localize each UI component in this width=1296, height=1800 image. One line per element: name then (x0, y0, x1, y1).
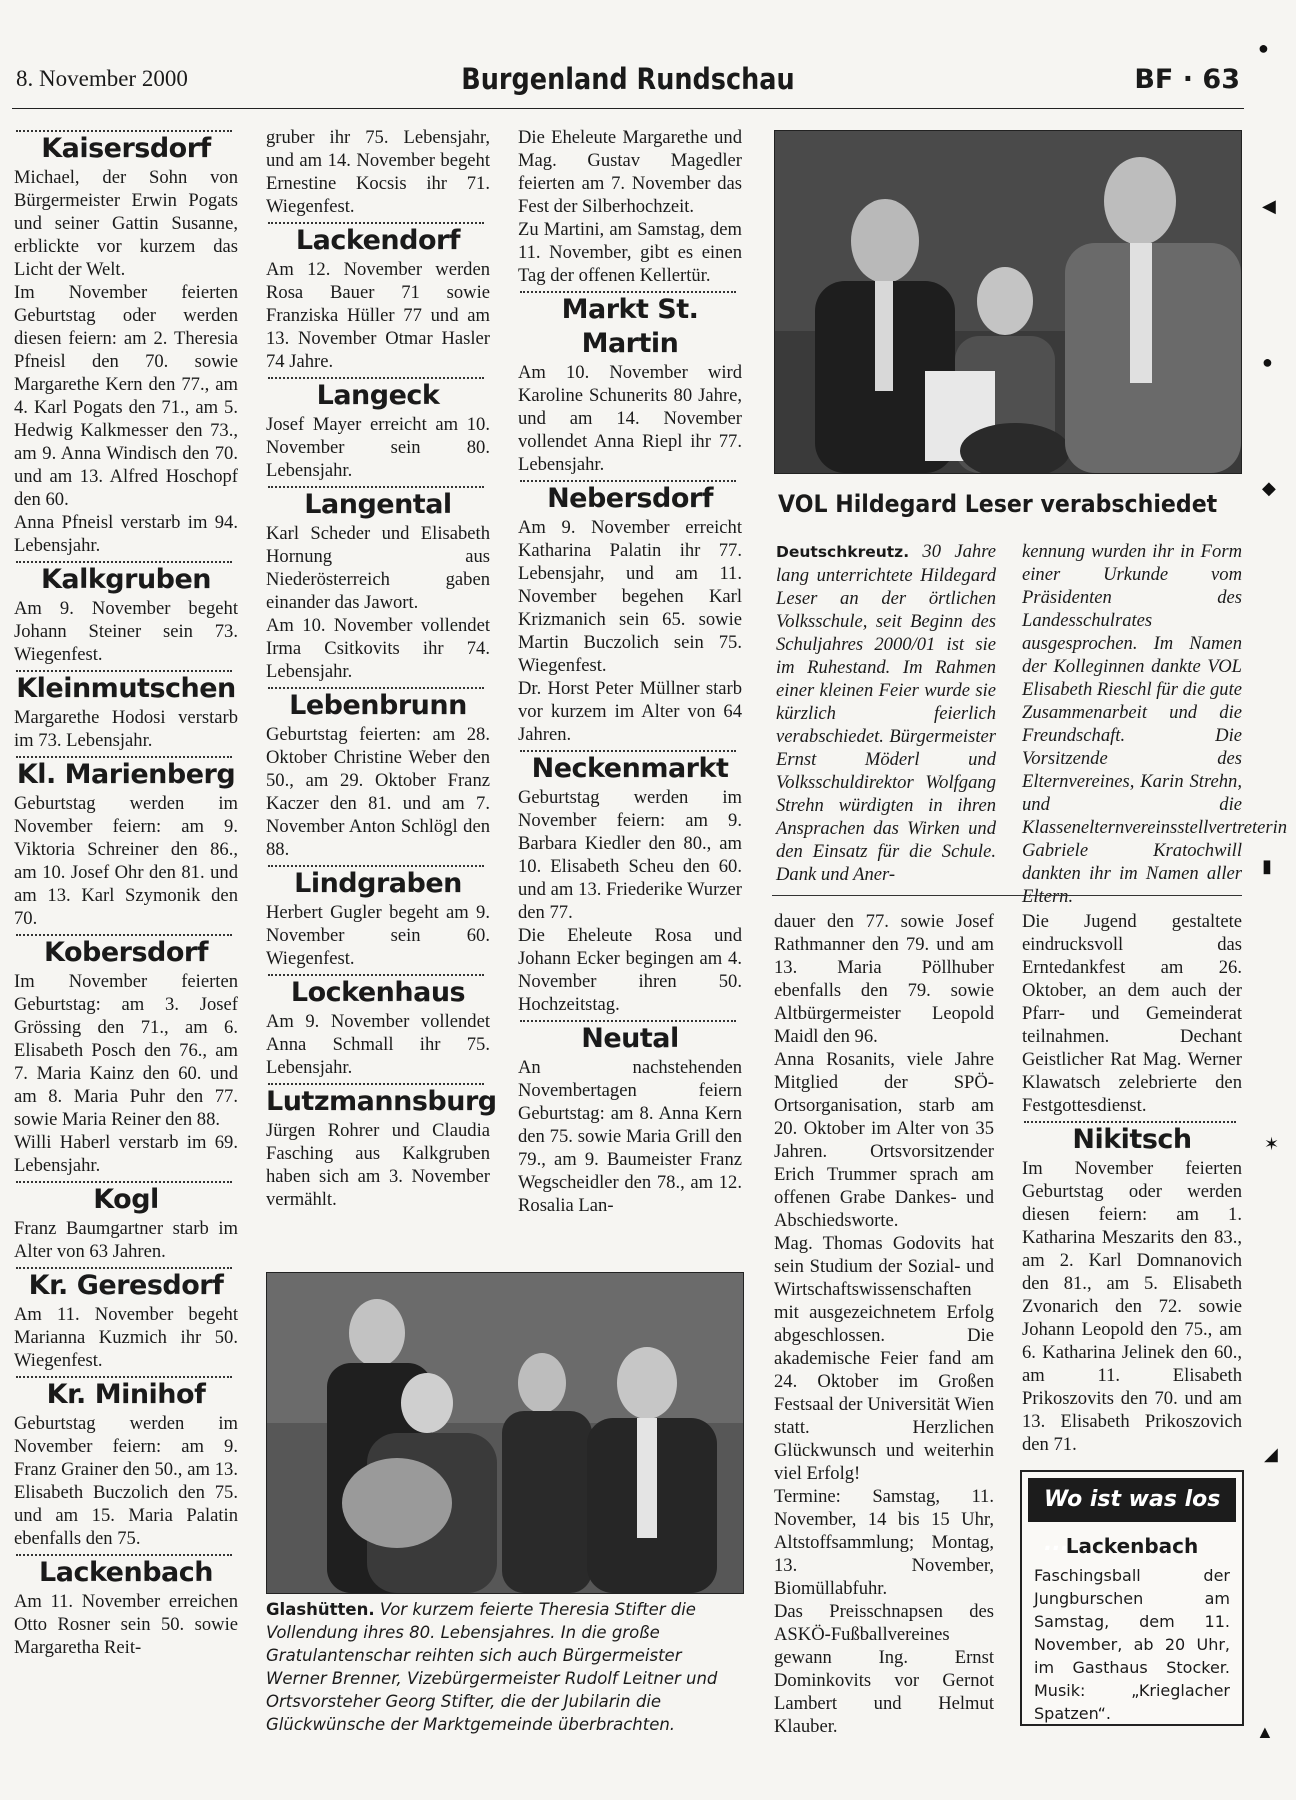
scan-mark-icon: ● (1262, 352, 1273, 372)
section-heading: Lackendorf (295, 225, 461, 256)
article-text: An nachstehenden Novembertagen feiern Geburtstag: am 8. Anna Kern den 75. sowie Maria Grill den 79., am 9. Baumeister Franz Wegscheidler den 78., am 12. Rosalia Lan- (518, 1057, 742, 1216)
event-box-heading: Lackenbach (1065, 1534, 1199, 1558)
section-heading: Lutzmannsburg (266, 1086, 497, 1117)
section-heading: Kleinmutschen (16, 673, 236, 704)
section-heading: Kobersdorf (44, 937, 208, 968)
horizontal-rule (772, 895, 1242, 896)
event-box (1020, 1470, 1244, 1726)
issue-date: 8. November 2000 (16, 66, 188, 91)
section-heading: Neutal (581, 1023, 679, 1054)
article-text: Herbert Gugler begeht am 9. November sein 60. Wiegenfest. (266, 902, 490, 969)
article-text: Am 11. November begeht Marianna Kuzmich ihr 50. Wiegenfest. (14, 1304, 238, 1371)
article-text: Anna Pfneisl verstarb im 94. Lebensjahr. (14, 512, 238, 556)
section-heading: Kr. Minihof (46, 1379, 206, 1410)
photo-caption (266, 1598, 746, 1736)
article-text: Geburtstag feierten: am 28. Oktober Christine Weber den 50., am 29. Oktober Franz Kaczer den 81. und am 7. November Anton Schlögl den 88. (266, 724, 490, 860)
scan-mark-icon: ● (1258, 38, 1269, 58)
event-box-title: Wo ist was los ... (1028, 1478, 1236, 1522)
article-text: Franz Baumgartner starb im Alter von 63 Jahren. (14, 1218, 238, 1262)
scan-mark-icon: ▲ (1256, 1722, 1274, 1742)
column-2 (266, 126, 497, 1211)
section-heading: Kogl (93, 1184, 159, 1215)
article-text: Josef Mayer erreicht am 10. November sein 80. Lebensjahr. (266, 414, 490, 481)
article-text: Am 10. November vollendet Irma Csitkovits ihr 74. Lebensjahr. (266, 615, 490, 682)
article-text: Dr. Horst Peter Müllner starb vor kurzem im Alter von 64 Jahren. (518, 678, 742, 745)
feature-body: kennung wurden ihr in Form einer Urkunde vom Präsidenten des Landesschulrates ausgesprochen. Im Namen der Kolleginnen dankte VOL Elisabeth Rieschl für die gute Zusammenarbeit und die Freundschaft. Die Vorsitzende des Elternvereines, Karin Strehn, und die Klassenelternvereinsstellvertreterin Gabriele Kratochwill dankten ihr im Namen aller Eltern. (1022, 541, 1288, 907)
article-text: Am 11. November erreichen Otto Rosner sein 50. sowie Margaretha Reit- (14, 1591, 238, 1658)
section-heading: Kalkgruben (40, 564, 212, 595)
section-heading: Nebersdorf (547, 483, 713, 514)
section-heading: Kaisersdorf (41, 133, 211, 164)
section-heading: Kr. Geresdorf (28, 1270, 224, 1301)
caption-place: Glashütten. (266, 1600, 375, 1619)
article-text: Geburtstag werden im November feiern: am 9. Viktoria Schreiner den 86., am 10. Josef Ohr den 81. und am 13. Karl Szymonik den 70. (14, 793, 238, 929)
photo-figures (775, 131, 1241, 473)
masthead (12, 58, 1244, 109)
article-text: Margarethe Hodosi verstarb im 73. Lebensjahr. (14, 707, 238, 751)
section-heading: Lackenbach (39, 1557, 213, 1588)
article-text: Am 10. November wird Karoline Schunerits 80 Jahre, und am 14. November vollendet Anna Riepl ihr 77. Lebensjahr. (518, 362, 742, 475)
feature-text-right (1022, 540, 1288, 908)
scan-mark-icon: ▮ (1262, 856, 1272, 876)
scan-mark-icon: ✶ (1264, 1134, 1280, 1154)
section-heading: Markt St. Martin (561, 294, 699, 359)
article-text: Am 9. November begeht Johann Steiner sein 73. Wiegenfest. (14, 598, 238, 665)
section-heading: Langeck (316, 380, 440, 411)
caption-text: Vor kurzem feierte Theresia Stifter die Vollendung ihres 80. Lebensjahres. In die große Gratulantenschar reihten sich auch Bürgermeister Werner Brenner, Vizebürgermeister Rudolf Leitner und Ortsvorsteher Georg Stifter, die der Jubilarin die Glückwünsche der Marktgemeinde überbrachten. (266, 1600, 718, 1734)
section-heading: Langental (304, 489, 452, 520)
scan-mark-icon: ◆ (1262, 478, 1276, 498)
article-text: dauer den 77. sowie Josef Rathmanner den 79. und am 13. Maria Pöllhuber ebenfalls den 79. sowie Altbürgermeister Leopold Maidl den 96. (774, 911, 994, 1047)
article-text: Willi Haberl verstarb im 69. Lebensjahr. (14, 1132, 238, 1176)
column-3 (518, 126, 742, 1217)
feature-text-left (776, 540, 996, 886)
article-text: Am 12. November werden Rosa Bauer 71 sowie Franziska Hüller 77 und am 13. November Otmar Hasler 74 Jahre. (266, 259, 490, 372)
section-heading: Lindgraben (294, 868, 462, 899)
article-text: Im November feierten Geburtstag oder werden diesen feiern: am 1. Katharina Meszarits den 83., am 2. Karl Domnanovich den 81., am 5. Elisabeth Zvonarich den 72. sowie Johann Leopold den 75., am 6. Katharina Jelinek den 60., am 11. Elisabeth Prikoszovits den 70. und am 13. Elisabeth Prikoszovich den 71. (1022, 1158, 1242, 1455)
scan-mark-icon: ◢ (1264, 1444, 1278, 1464)
section-heading: Lebenbrunn (289, 690, 467, 721)
column-1 (14, 126, 238, 1659)
article-text: Am 9. November erreicht Katharina Palatin ihr 77. Lebensjahr, und am 11. November begehen Karl Krizmanich sein 65. sowie Martin Buczolich sein 75. Wiegenfest. (518, 517, 742, 676)
article-text: Michael, der Sohn von Bürgermeister Erwin Pogats und seiner Gattin Susanne, erblickte vor kurzem das Licht der Welt. (14, 167, 238, 280)
photo-award-ceremony (774, 130, 1242, 474)
article-text: Das Preisschnapsen des ASKÖ-Fußballvereines gewann Ing. Ernst Dominkovits vor Gernot Lambert und Helmut Klauber. (774, 1601, 994, 1737)
article-text: Geburtstag werden im November feiern: am 9. Barbara Kiedler den 80., am 10. Elisabeth Scheu den 60. und am 13. Friederike Wurzer den 77. (518, 787, 742, 923)
article-text: Zu Martini, am Samstag, dem 11. November, gibt es einen Tag der offenen Kellertür. (518, 219, 742, 286)
article-text: Geburtstag werden im November feiern: am 9. Franz Grainer den 50., am 13. Elisabeth Buczolich den 75. und am 15. Maria Palatin ebenfalls den 75. (14, 1413, 238, 1549)
section-heading: Nikitsch (1072, 1124, 1192, 1155)
newspaper-title: Burgenland Rundschau (461, 62, 795, 96)
feature-place: Deutschkreutz. (776, 543, 910, 561)
column-4 (774, 910, 994, 1738)
section-heading: Lockenhaus (290, 977, 466, 1008)
article-text: Im November feierten Geburtstag: am 3. Josef Grössing den 71., am 6. Elisabeth Posch den 76., am 7. Maria Kainz den 60. und am 8. Maria Puhr den 77. sowie Maria Reiner den 88. (14, 971, 238, 1130)
section-heading: Kl. Marienberg (16, 759, 236, 790)
feature-body: 30 Jahre lang unterrichtete Hildegard Leser an der örtlichen Volksschule, seit Beginn des Schuljahres 2000/01 ist sie im Ruhestand. Im Rahmen einer kleinen Feier wurde sie kürzlich feierlich verabschiedet. Bürgermeister Ernst Möderl und Volksschuldirektor Wolfgang Strehn würdigten in ihren Ansprachen das Wirken und den Einsatz für die Schule. Dank und Aner- (776, 541, 996, 885)
article-text: Die Eheleute Margarethe und Mag. Gustav Magedler feierten am 7. November das Fest der Silberhochzeit. (518, 127, 742, 217)
article-text: Karl Scheder und Elisabeth Hornung aus Niederösterreich gaben einander das Jawort. (266, 523, 490, 613)
photo-birthday-celebration (266, 1272, 744, 1594)
article-text: gruber ihr 75. Lebensjahr, und am 14. November begeht Ernestine Kocsis ihr 71. Wiegenfest. (266, 127, 490, 217)
article-text: Am 9. November vollendet Anna Schmall ihr 75. Lebensjahr. (266, 1011, 490, 1078)
article-text: Termine: Samstag, 11. November, 14 bis 15 Uhr, Altstoffsammlung; Montag, 13. November, Biomüllabfuhr. (774, 1486, 994, 1599)
column-5 (1022, 910, 1242, 1456)
feature-headline: VOL Hildegard Leser verabschiedet (778, 490, 1218, 518)
photo-group (267, 1273, 743, 1593)
section-heading: Neckenmarkt (531, 753, 729, 784)
article-text: Im November feierten Geburtstag oder werden diesen feiern: am 2. Theresia Pfneisl den 70. sowie Margarethe Kern den 77., am 4. Karl Pogats den 71., am 5. Hedwig Kalkmesser den 73., am 9. Anna Windisch den 70. und am 13. Alfred Hoschopf den 60. (14, 282, 238, 510)
event-box-text: Faschingsball der Jungburschen am Samstag, dem 11. November, ab 20 Uhr, im Gasthaus Stocker. Musik: „Krieglacher Spatzen“. (1034, 1566, 1230, 1723)
article-text: Die Jugend gestaltete eindrucksvoll das Erntedankfest am 26. Oktober, an dem auch der Pfarr- und Gemeinderat teilnahmen. Dechant Geistlicher Rat Mag. Werner Klawatsch zelebrierte den Festgottesdienst. (1022, 911, 1242, 1116)
article-text: Mag. Thomas Godovits hat sein Studium der Sozial- und Wirtschaftswissenschaften mit ausgezeichnetem Erfolg abgeschlossen. Die akademische Feier fand am 24. Oktober im Großen Festsaal der Universität Wien statt. Herzlichen Glückwunsch und weiterhin viel Erfolg! (774, 1233, 994, 1484)
article-text: Anna Rosanits, viele Jahre Mitglied der SPÖ-Ortsorganisation, starb am 20. Oktober im Alter von 35 Jahren. Ortsvorsitzender Erich Trummer sprach am offenen Grabe Dankes- und Abschiedsworte. (774, 1049, 994, 1231)
scan-mark-icon: ◀ (1262, 196, 1276, 216)
article-text: Jürgen Rohrer und Claudia Fasching aus Kalkgruben haben sich am 3. November vermählt. (266, 1120, 490, 1210)
article-text: Die Eheleute Rosa und Johann Ecker begingen am 4. November ihren 50. Hochzeitstag. (518, 925, 742, 1015)
page-number: BF · 63 (1134, 64, 1240, 95)
